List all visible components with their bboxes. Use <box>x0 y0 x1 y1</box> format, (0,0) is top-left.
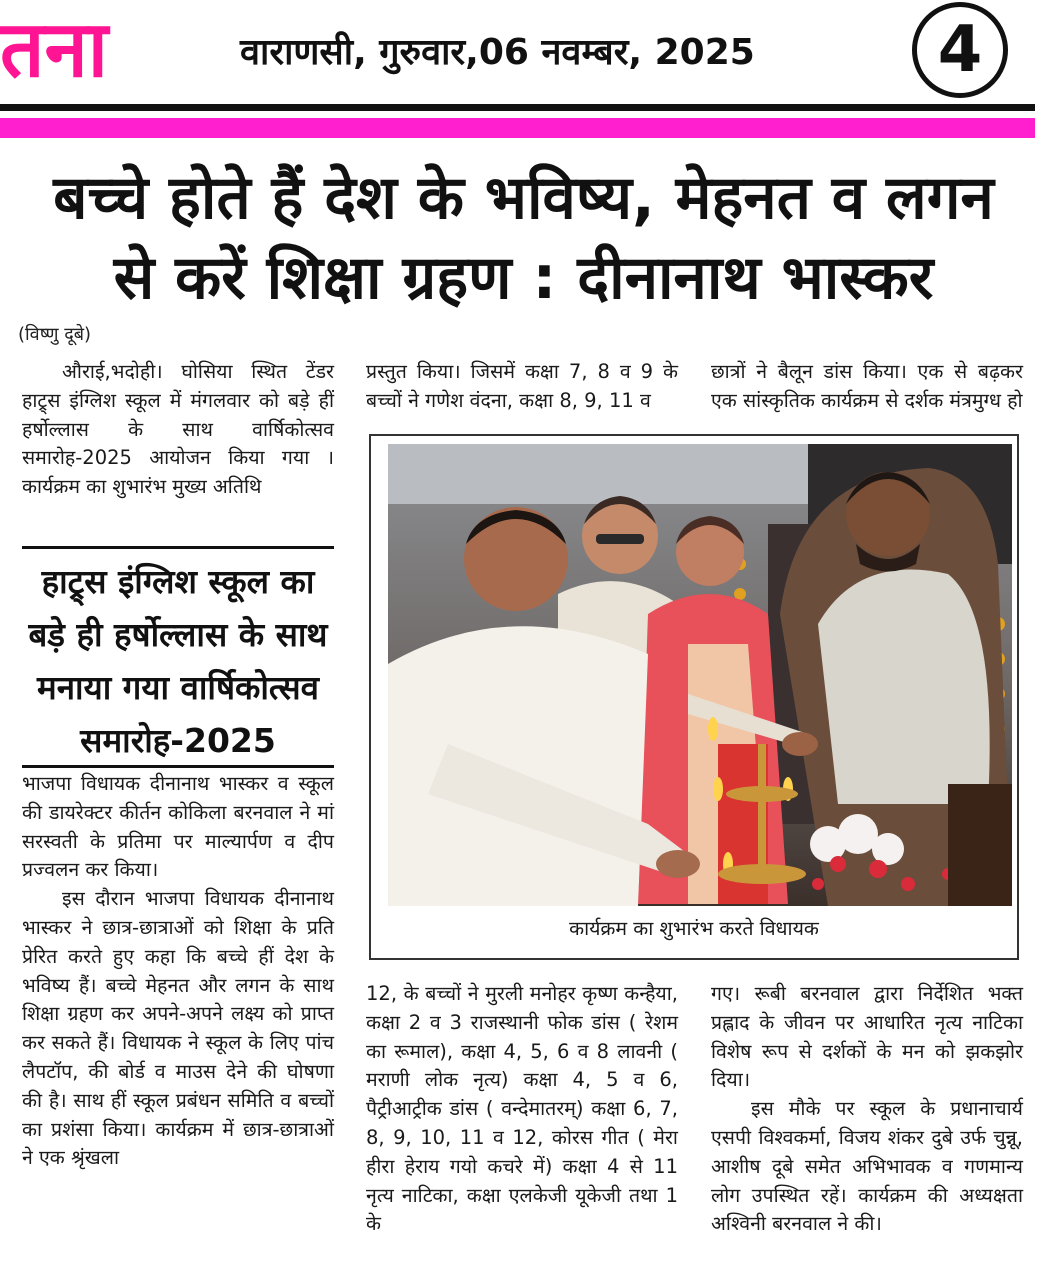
headline-line-1: बच्चे होते हैं देश के भविष्य, मेहनत व लगन <box>53 163 994 233</box>
masthead-rule <box>0 104 1035 111</box>
headline-line-2: से करें शिक्षा ग्रहण : दीनानाथ भास्कर <box>113 243 934 313</box>
byline: (विष्णु दूबे) <box>18 324 92 345</box>
article-paragraph: प्रस्तुत किया। जिसमें कक्षा 7, 8 व 9 के बच्चों ने गणेश वंदना, कक्षा 8, 9, 11 व <box>366 360 678 412</box>
subheadline-box <box>22 546 334 768</box>
photo-caption: कार्यक्रम का शुभारंभ करते विधायक <box>569 917 819 940</box>
column-2-top <box>366 358 678 416</box>
column-1-bottom <box>22 770 334 1173</box>
article-paragraph: औराई,भदोही। घोसिया स्थित टेंडर हाट्र्स इंग्लिश स्कूल में मंगलवार को बड़े हीं हर्षोल्लास के साथ वार्षिकोत्सव समारोह-2025 आयोजन किया गया ।कार्यक्रम का शुभारंभ मुख्य अतिथि <box>22 360 334 499</box>
article-paragraph: भाजपा विधायक दीनानाथ भास्कर व स्कूल की डायरेक्टर कीर्तन कोकिला बरनवाल ने मां सरस्वती के प्रतिमा पर माल्यार्पण व दीप प्रज्वलन कर किया। <box>22 772 334 882</box>
subheadline: हाट्र्स इंग्लिश स्कूल का बड़े ही हर्षोल्लास के साथ मनाया गया वार्षिकोत्सव समारोह-2025 <box>28 562 328 760</box>
article-paragraph: इस दौरान भाजपा विधायक दीनानाथ भास्कर ने छात्र-छात्राओं को शिक्षा के प्रति प्रेरित करते हुए कहा कि बच्चे हीं देश के भविष्य हैं। बच्चे मेहनत और लगन के साथ शिक्षा ग्रहण कर अपने-अपने लक्ष्य को प्राप्त कर सकते हैं। विधायक ने स्कूल के लिए पांच लैपटॉप, की बोर्ड व माउस देने की घोषणा की है। साथ हीं स्कूल प्रबंधन समिति व बच्चों का प्रशंसा किया। कार्यक्रम में छात्र-छात्राओं ने एक श्रृंखला <box>22 887 334 1170</box>
event-photo <box>388 444 1012 906</box>
article-paragraph: 12, के बच्चों ने मुरली मनोहर कृष्ण कन्हैया, कक्षा 2 व 3 राजस्थानी फोक डांस ( रेशम का रूमाल), कक्षा 4, 5, 6 व 8 लावनी ( मराणी लोक नृत्य) कक्षा 4, 5 व 6, पैट्रीआट्रीक डांस ( वन्देमातरम्) कक्षा 6, 7, 8, 9, 10, 11 व 12, कोरस गीत ( मेरा हीरा हेराय गयो कचरे में) कक्षा 4 से 11 नृत्य नाटिका, कक्षा एलकेजी यूकेजी तथा 1 के <box>366 982 678 1236</box>
page-number: 4 <box>937 13 983 87</box>
column-2-bottom <box>366 980 678 1239</box>
page-number-badge <box>912 2 1008 98</box>
article-paragraph: इस मौके पर स्कूल के प्रधानाचार्य एसपी विश्वकर्मा, विजय शंकर दुबे उर्फ चुन्नू, आशीष दूबे समेत अभिभावक व गणमान्य लोग उपस्थित रहें। कार्यक्रम की अध्यक्षता अश्विनी बरनवाल ने की। <box>711 1097 1023 1236</box>
headline <box>0 158 1047 318</box>
column-3-top <box>711 358 1023 416</box>
lamp-lighting-photo <box>388 444 1012 906</box>
masthead-accent-bar <box>0 118 1035 138</box>
dateline: वाराणसी, गुरुवार,06 नवम्बर, 2025 <box>240 32 755 73</box>
article-paragraph: छात्रों ने बैलून डांस किया। एक से बढ़कर एक सांस्कृतिक कार्यक्रम से दर्शक मंत्रमुग्ध हो <box>711 360 1023 412</box>
newspaper-name: तना <box>0 5 108 95</box>
column-3-bottom <box>711 980 1023 1239</box>
article-paragraph: गए। रूबी बरनवाल द्वारा निर्देशित भक्त प्रह्लाद के जीवन पर आधारित नृत्य नाटिका विशेष रूप से दर्शकों के मन को झकझोर दिया। <box>711 982 1023 1092</box>
column-1-top <box>22 358 334 502</box>
